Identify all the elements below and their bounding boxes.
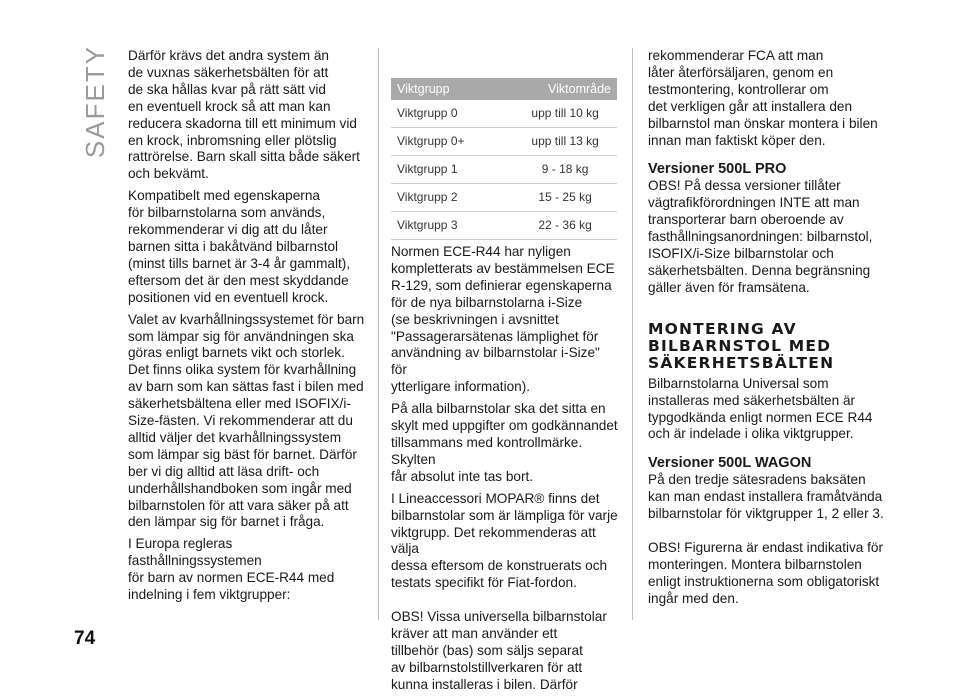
table-cell: 15 - 25 kg [489,184,617,212]
subheading: Versioner 500L PRO [648,161,787,178]
paragraph: I Lineaccessori MOPAR® finns det bilbarnstolar som är lämpliga för varje viktgrupp. Det rekommenderas att välja dessa eftersom de konstruerats och testats specifikt för Fiat-fordon. [391,490,618,591]
section-heading: MONTERING AV BILBARNSTOL MED SÄKERHETSBÄLTEN [648,319,835,372]
table-cell: 9 - 18 kg [489,156,617,184]
table-cell: upp till 13 kg [489,128,617,156]
table-cell: Viktgrupp 1 [391,156,489,184]
column-divider [378,48,379,620]
section-tab-label: SAFETY [80,44,111,158]
table-row [391,128,617,156]
text-column-3 [648,48,893,613]
table-cell: upp till 10 kg [489,100,617,128]
paragraph: rekommenderar FCA att man låter återförsäljaren, genom en testmontering, kontrollerar om det verkligen går att installera den bilbarnstol man önskar montera i bilen innan man faktiskt köper den. [648,48,878,148]
table-cell: Viktgrupp 3 [391,212,489,240]
text-column-1 [128,48,368,609]
paragraph: I Europa regleras fasthållningssystemen för barn av normen ECE-R44 med indelning i fem viktgrupper: [128,536,335,603]
column-header: Viktgrupp [391,78,489,100]
table-cell: 22 - 36 kg [489,212,617,240]
paragraph: Därför krävs det andra system än de vuxnas säkerhetsbälten för att de ska hållas kvar på rätt sätt vid en eventuell krock så att man kan reducera skadorna till ett minimum vid en krock, inbromsning eller plötslig rattrörelse. Barn skall sitta både säkert och bekvämt. [128,48,360,182]
section-tab [76,46,116,156]
paragraph: På den tredje sätesradens baksäten kan man endast installera framåtvända bilbarnstolar för viktgrupper 1, 2 eller 3. [648,472,884,522]
paragraph: Valet av kvarhållningssystemet för barn som lämpar sig för användningen ska göras enligt barnets vikt och storlek. Det finns olika system för kvarhållning av barn som kan sättas fast i bilen med säkerhetsbältena eller med ISOFIX/i- Size-fästen. Vi rekommenderar att du alltid väljer det kvarhållningssystem som lämpar sig bäst för barnet. Därför ber vi dig alltid att läsa drift- och underhållshandboken som ingår med bilbarnstolen för att vara säker på att den lämpar sig för barnet i fråga. [128,311,365,530]
table-row [391,100,617,128]
weight-group-table [391,78,617,240]
column-divider [632,48,633,620]
page-number: 74 [74,628,96,649]
table-header-row [391,78,617,100]
table-row [391,156,617,184]
paragraph: Normen ECE-R44 har nyligen kompletterats av bestämmelsen ECE R-129, som definierar egenskaperna för de nya bilbarnstolarna i-Size (se beskrivningen i avsnittet "Passagerarsätenas lämplighet för användning av bilbarnstolar i-Size" för ytterligare information). [391,244,615,395]
paragraph: På alla bilbarnstolar ska det sitta en skylt med uppgifter om godkännandet tillsammans med kontrollmärke. Skylten får absolut inte tas bort. [391,401,618,484]
paragraph: OBS! Figurerna är endast indikativa för monteringen. Montera bilbarnstolen enligt instruktionerna som obligatoriskt ingår med den. [648,539,883,606]
paragraph: Bilbarnstolarna Universal som installeras med säkerhetsbälten är typgodkända enligt normen ECE R44 och är indelade i olika viktgrupper. [648,375,873,442]
table-cell: Viktgrupp 2 [391,184,489,212]
paragraph: OBS! Vissa universella bilbarnstolar kräver att man använder ett tillbehör (bas) som säljs separat av bilbarnstolstillverkaren för att kunna installeras i bilen. Därför [391,609,607,692]
table-row [391,212,617,240]
table-cell: Viktgrupp 0 [391,100,489,128]
subheading: Versioner 500L WAGON [648,455,812,472]
paragraph: Kompatibelt med egenskaperna för bilbarnstolarna som används, rekommenderar vi dig att du låter barnen sitta i bakåtvänd bilbarnstol (minst tills barnet är 3-4 år gammalt), eftersom det är den mest skyddande positionen vid en eventuell krock. [128,188,351,305]
table-row [391,184,617,212]
text-column-2 [391,48,619,699]
paragraph: OBS! På dessa versioner tillåter vägtrafikförordningen INTE att man transporterar barn oberoende av fasthållningsanordningen: bilbarnstol, ISOFIX/i-Size bilbarnstolar och säkerhetsbälten. Denna begränsning gäller även för framsätena. [648,178,873,295]
column-header: Viktområde [489,78,617,100]
table-cell: Viktgrupp 0+ [391,128,489,156]
